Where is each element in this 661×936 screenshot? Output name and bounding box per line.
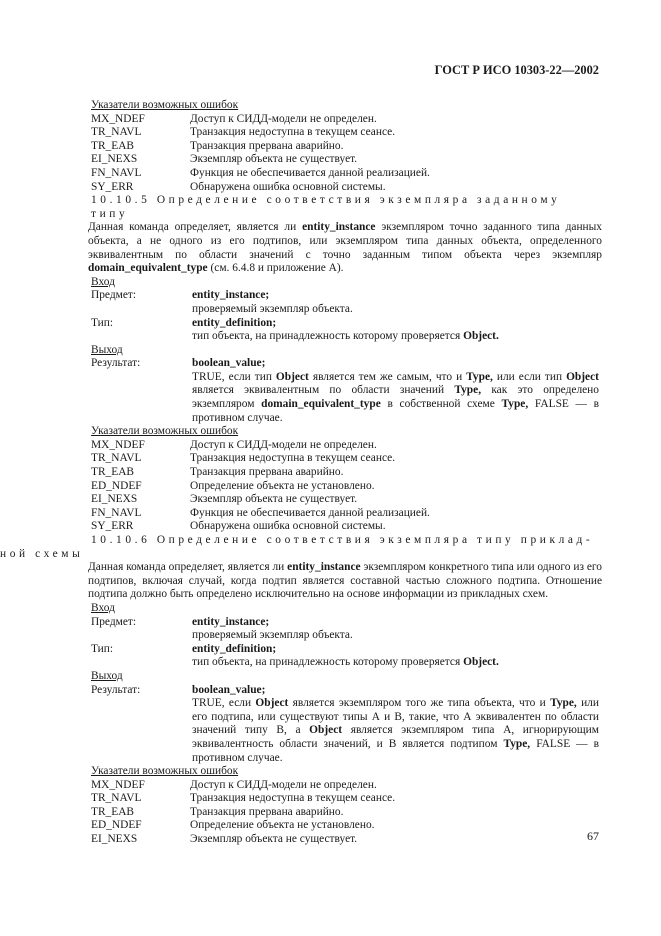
- error-list: [91, 113, 599, 195]
- param-name: boolean_value;: [192, 357, 266, 370]
- param-label: Предмет:: [91, 289, 137, 302]
- error-description: Доступ к СИДД-модели не определен.: [190, 778, 377, 791]
- error-code: MX_NDEF: [91, 112, 145, 125]
- error-row: [91, 167, 599, 181]
- param-desc: проверяемый экземпляр объекта.: [192, 302, 353, 315]
- error-code: EI_NEXS: [91, 833, 138, 846]
- section-number: 10.10.6: [91, 534, 151, 546]
- param-desc: тип объекта, на принадлежность которому проверяется Object.: [192, 330, 499, 343]
- param-name: entity_definition;: [192, 316, 277, 329]
- param-type: [91, 317, 599, 331]
- error-description: Обнаружена ошибка основной системы.: [190, 520, 386, 533]
- error-description: Доступ к СИДД-модели не определен.: [190, 438, 377, 451]
- error-row: [91, 113, 599, 127]
- section-description: Данная команда определяет, является ли entity_instance экземпляром точно заданного типа данных объекта, а не одного из его подтипов, или экземпляром типа данных объекта, определенного эквивалентным по области значений с точно заданным типом объекта через экземпляр domain_equivalent_type (см. 6.4.8 и приложение А).: [88, 221, 602, 275]
- param-desc: проверяемый экземпляр объекта.: [192, 629, 353, 642]
- error-description: Экземпляр объекта не существует.: [190, 493, 358, 506]
- param-name: boolean_value;: [192, 683, 266, 696]
- error-description: Доступ к СИДД-модели не определен.: [190, 112, 377, 125]
- error-row: [91, 181, 599, 195]
- error-code: FN_NAVL: [91, 506, 142, 519]
- param-desc: тип объекта, на принадлежность которому проверяется Object.: [192, 656, 499, 669]
- error-code: TR_NAVL: [91, 126, 142, 139]
- error-code: EI_NEXS: [91, 493, 138, 506]
- error-row: [91, 493, 599, 507]
- error-row: [91, 792, 599, 806]
- error-description: Транзакция недоступна в текущем сеансе.: [190, 452, 396, 465]
- error-row: [91, 452, 599, 466]
- section-heading: Определение соответствия экземпляра типу приклад-: [156, 534, 594, 546]
- errors-heading: Указатели возможных ошибок: [91, 425, 239, 438]
- errors-heading: Указатели возможных ошибок: [91, 99, 239, 111]
- error-row: [91, 126, 599, 140]
- error-list: [91, 439, 599, 534]
- param-name: entity_definition;: [192, 642, 277, 655]
- error-description: Функция не обеспечивается данной реализацией.: [190, 506, 430, 519]
- input-heading: Вход: [91, 601, 115, 614]
- param-label: Предмет:: [91, 615, 137, 628]
- error-row: [91, 833, 599, 847]
- param-subject: [91, 289, 599, 303]
- error-row: [91, 466, 599, 480]
- error-row: [91, 140, 599, 154]
- error-row: [91, 153, 599, 167]
- error-row: [91, 480, 599, 494]
- error-row: [91, 819, 599, 833]
- result-desc: TRUE, если тип Object является тем же самым, что и Type, или если тип Object является эквивалентным по области значений Type, как это определено экземпляром domain_equivalent_type в собственной схеме Type, FALSE — в противном случае.: [192, 370, 600, 424]
- section-title: [91, 534, 599, 548]
- section-title: [91, 194, 599, 221]
- result-desc: TRUE, если Object является экземпляром того же типа объекта, что и Type, или его подтипа, или существуют типы А и В, такие, что А эквивалентен по области значений типу В, а Object является экземпляром типа А, игнорирующим эквивалентность области значений, и В является подтипом Type, FALSE — в противном случае.: [192, 697, 599, 764]
- error-code: SY_ERR: [91, 520, 134, 533]
- input-heading: Вход: [91, 275, 115, 288]
- error-description: Функция не обеспечивается данной реализацией.: [190, 166, 430, 179]
- section-heading: Определение соответствия экземпляра заданному типу: [91, 194, 561, 220]
- error-code: SY_ERR: [91, 180, 134, 193]
- param-result: [91, 357, 599, 371]
- section-description: Данная команда определяет, является ли entity_instance экземпляром конкретного типа или одного из его подтипов, включая случай, когда подтип является составной частью сложного подтипа. Отношение подтипа должно быть определено исключительно на основе информации из прикладных схем.: [88, 561, 602, 601]
- error-code: TR_NAVL: [91, 792, 142, 805]
- error-description: Транзакция недоступна в текущем сеансе.: [190, 126, 396, 139]
- output-heading: Выход: [91, 669, 123, 682]
- error-description: Транзакция прервана аварийно.: [190, 805, 344, 818]
- param-name: entity_instance;: [192, 289, 270, 302]
- error-row: [91, 507, 599, 521]
- error-description: Определение объекта не установлено.: [190, 479, 375, 492]
- error-description: Экземпляр объекта не существует.: [190, 833, 358, 846]
- section-number: 10.10.5: [91, 194, 151, 207]
- error-code: ED_NDEF: [91, 479, 142, 492]
- document-header: ГОСТ Р ИСО 10303-22—2002: [434, 63, 599, 77]
- section-title-cont: ной схемы: [0, 547, 84, 560]
- error-description: Транзакция прервана аварийно.: [190, 466, 344, 479]
- param-label: Результат:: [91, 683, 141, 696]
- error-description: Транзакция прервана аварийно.: [190, 139, 344, 152]
- error-row: [91, 520, 599, 534]
- error-code: TR_NAVL: [91, 452, 142, 465]
- error-code: ED_NDEF: [91, 819, 142, 832]
- error-code: MX_NDEF: [91, 778, 145, 791]
- param-label: Тип:: [91, 316, 114, 329]
- error-code: FN_NAVL: [91, 166, 142, 179]
- error-code: MX_NDEF: [91, 438, 145, 451]
- error-row: [91, 779, 599, 793]
- error-description: Экземпляр объекта не существует.: [190, 153, 358, 166]
- param-name: entity_instance;: [192, 615, 270, 628]
- page-number: 67: [587, 829, 599, 844]
- error-code: TR_EAB: [91, 805, 135, 818]
- errors-heading: Указатели возможных ошибок: [91, 765, 239, 778]
- param-result: [91, 684, 599, 698]
- param-type: [91, 643, 599, 657]
- param-label: Результат:: [91, 357, 141, 370]
- error-list: [91, 779, 599, 847]
- error-description: Определение объекта не установлено.: [190, 819, 375, 832]
- param-label: Тип:: [91, 642, 114, 655]
- error-code: TR_EAB: [91, 139, 135, 152]
- error-code: EI_NEXS: [91, 153, 138, 166]
- param-subject: [91, 616, 599, 630]
- output-heading: Выход: [91, 343, 123, 356]
- error-code: TR_EAB: [91, 466, 135, 479]
- error-description: Обнаружена ошибка основной системы.: [190, 180, 386, 193]
- error-row: [91, 439, 599, 453]
- error-row: [91, 806, 599, 820]
- error-description: Транзакция недоступна в текущем сеансе.: [190, 792, 396, 805]
- document-body: [0, 99, 602, 847]
